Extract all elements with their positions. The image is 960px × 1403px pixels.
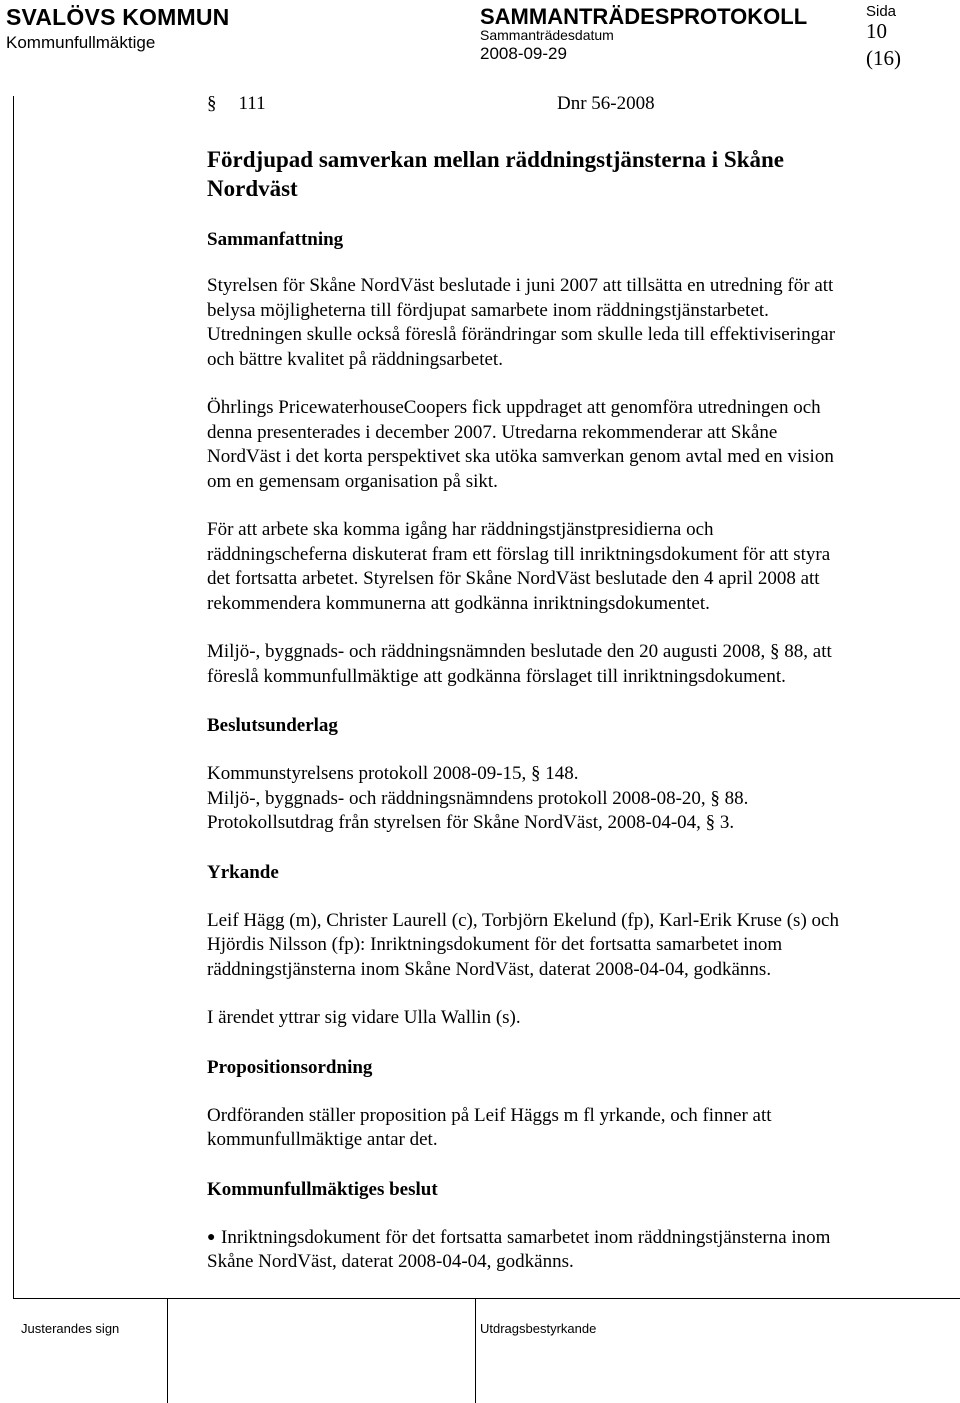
text-line: föreslå kommunfullmäktige att godkänna förslaget till inriktningsdokument. xyxy=(207,665,786,687)
text-line: Öhrlings PricewaterhouseCoopers fick uppdraget att genomföra utredningen och xyxy=(207,397,821,418)
summary-paragraph xyxy=(207,640,927,689)
text-line: och bättre kvalitet på räddningsarbetet. xyxy=(207,348,503,370)
text-line: Utredningen skulle också föreslå förändringar som skulle leda till effektiviseringar xyxy=(207,324,836,345)
text-line: Hjördis Nilsson (fp): Inriktningsdokument för det fortsatta samarbetet inom xyxy=(207,934,783,955)
text-line: Leif Hägg (m), Christer Laurell (c), Torbjörn Ekelund (fp), Karl-Erik Kruse (s) och xyxy=(207,909,839,931)
proposition-paragraph xyxy=(207,1104,927,1153)
text-line: räddningscheferna diskuterat fram ett förslag till inriktningsdokument för att styra xyxy=(207,543,831,565)
text-line: Protokollsutdrag från styrelsen för Skåne NordVäst, 2008-04-04, § 3. xyxy=(207,812,735,833)
page-label: Sida xyxy=(866,3,897,20)
section-title-line: Fördjupad samverkan mellan räddningstjänsterna i Skåne xyxy=(207,147,784,172)
registration-number: Dnr 56-2008 xyxy=(557,93,655,114)
summary-paragraph xyxy=(207,396,927,494)
extract-certification-label: Utdragsbestyrkande xyxy=(480,1321,597,1336)
text-line: kommunfullmäktige antar det. xyxy=(207,1129,438,1150)
text-line: Miljö-, byggnads- och räddningsnämndens protokoll 2008-08-20, § 88. xyxy=(207,787,749,809)
meeting-date: 2008-09-29 xyxy=(480,44,567,63)
motion-note: I ärendet yttrar sig vidare Ulla Wallin (s). xyxy=(207,1007,521,1028)
document-title: SAMMANTRÄDESPROTOKOLL xyxy=(480,4,808,29)
section-header xyxy=(207,92,927,118)
summary-heading: Sammanfattning xyxy=(207,229,344,250)
protocol-section xyxy=(207,92,927,1275)
text-line: Miljö-, byggnads- och räddningsnämnden beslutade den 20 augusti 2008, § 88, att xyxy=(207,641,832,662)
text-line: Inriktningsdokument för det fortsatta samarbetet inom räddningstjänsterna inom xyxy=(221,1226,831,1248)
footer-signature-box xyxy=(168,1299,476,1403)
signature-label: Justerandes sign xyxy=(21,1321,120,1336)
motion-heading: Yrkande xyxy=(207,861,279,883)
text-line: Styrelsen för Skåne NordVäst beslutade i juni 2007 att tillsätta en utredning för att xyxy=(207,275,834,296)
text-line: Kommunstyrelsens protokoll 2008-09-15, § 148. xyxy=(207,763,579,784)
motion-paragraph xyxy=(207,909,927,983)
text-line: denna presenterades i december 2007. Utredarna rekommenderar att Skåne xyxy=(207,421,778,443)
summary-paragraph xyxy=(207,518,927,616)
footer-sign-cell xyxy=(13,1299,168,1403)
section-title xyxy=(207,145,927,203)
text-line: det fortsatta arbetet. Styrelsen för Skåne NordVäst beslutade den 4 april 2008 att xyxy=(207,568,820,589)
paragraph-sign: § xyxy=(207,93,217,114)
page-number: 10 xyxy=(866,19,887,43)
bullet-icon: ● xyxy=(207,1229,216,1245)
basis-list xyxy=(207,762,927,836)
page-total: (16) xyxy=(866,46,901,70)
decision-text-continued: Skåne NordVäst, daterat 2008-04-04, godkänns. xyxy=(207,1251,574,1272)
decision-item xyxy=(207,1226,927,1251)
municipality-name: SVALÖVS KOMMUN xyxy=(6,4,230,30)
decision-heading: Kommunfullmäktiges beslut xyxy=(207,1178,438,1200)
assembly-name: Kommunfullmäktige xyxy=(6,33,156,52)
left-margin-rule xyxy=(13,96,14,1298)
decision-text xyxy=(221,1226,830,1251)
section-title-line: Nordväst xyxy=(207,176,298,201)
text-line: räddningstjänsterna inom Skåne NordVäst, daterat 2008-04-04, godkänns. xyxy=(207,958,772,980)
summary-paragraph xyxy=(207,274,927,372)
basis-heading: Beslutsunderlag xyxy=(207,715,338,736)
text-line: rekommendera kommunerna att godkänna inriktningsdokumentet. xyxy=(207,592,710,614)
meeting-date-label: Sammanträdesdatum xyxy=(480,27,614,43)
proposition-heading: Propositionsordning xyxy=(207,1056,373,1078)
text-line: belysa möjligheterna till fördjupat samarbete inom räddningstjänstarbetet. xyxy=(207,299,769,321)
text-line: Ordföranden ställer proposition på Leif Häggs m fl yrkande, och finner att xyxy=(207,1104,772,1126)
text-line: NordVäst i det korta perspektivet ska utöka samverkan genom avtal med en vision xyxy=(207,446,834,467)
text-line: om en gemensam organisation på sikt. xyxy=(207,470,498,492)
text-line: För att arbete ska komma igång har räddningstjänstpresidierna och xyxy=(207,519,714,540)
section-number: 111 xyxy=(238,93,266,114)
